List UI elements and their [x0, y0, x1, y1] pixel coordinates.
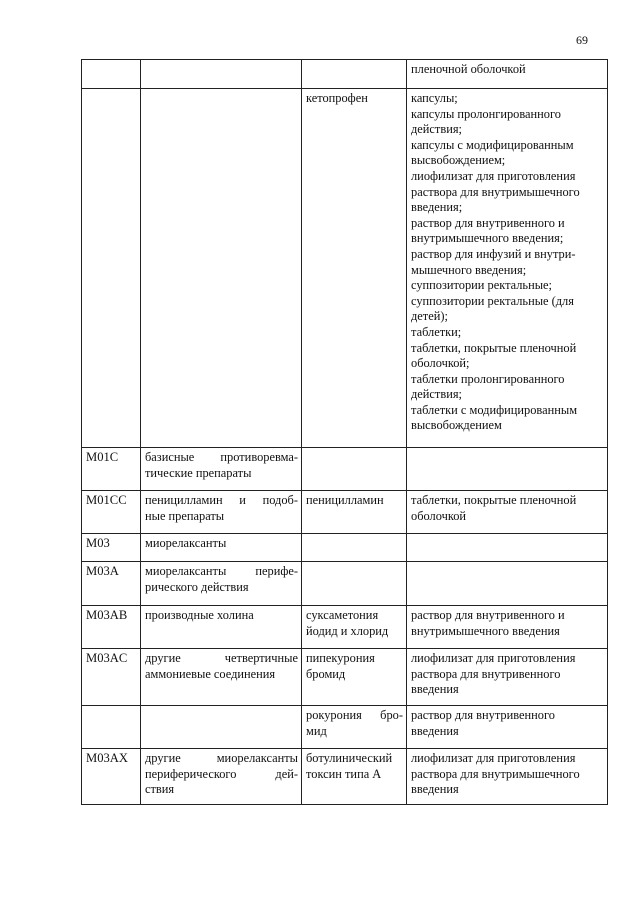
dosage-form-line: таблетки, покрытые пленочной [411, 493, 577, 507]
group-cell [141, 706, 302, 749]
group-cell [141, 491, 302, 534]
table-row [82, 749, 608, 805]
dosage-forms-cell [407, 749, 608, 805]
drug-name-line: суксаметония [306, 608, 379, 622]
dosage-forms-cell [407, 534, 608, 562]
dosage-form-line: введения [411, 782, 459, 797]
group-cell [141, 649, 302, 706]
group-name-line: базисные противоревма- [145, 450, 298, 464]
dosage-form-line: введения [411, 723, 459, 738]
dosage-form-line: внутримышечного введения [411, 623, 560, 638]
dosage-form-line: лиофилизат для приготовления [411, 168, 576, 183]
drug-cell [302, 89, 407, 448]
dosage-forms-cell [407, 60, 608, 89]
dosage-form-line: раствор для внутривенного и [411, 608, 565, 622]
dosage-form-line: таблетки с модифицированным [411, 402, 578, 417]
dosage-form-line: раствора для внутримышечного [411, 184, 580, 199]
table-row [82, 448, 608, 491]
dosage-form-line: внутримышечного введения; [411, 231, 564, 246]
drug-name-line: пипекурония [306, 651, 375, 665]
atc-code-cell: M03AC [82, 649, 141, 706]
dosage-form-line: оболочкой [411, 508, 467, 523]
group-name-line: аммониевые соединения [145, 666, 276, 681]
dosage-form-line: суппозитории ректальные; [411, 278, 552, 293]
atc-code-cell [82, 89, 141, 448]
drug-name-line: мид [306, 723, 327, 738]
dosage-form-line: введения [411, 682, 459, 697]
group-name-line: производные холина [145, 608, 254, 622]
group-name-line: рического действия [145, 579, 249, 594]
dosage-form-line: лиофилизат для приготовления [411, 651, 576, 665]
group-name-line: другие миорелаксанты [145, 751, 298, 765]
page-number: 69 [576, 33, 588, 47]
dosage-form-line: раствор для внутривенного [411, 708, 555, 722]
dosage-form-line: капсулы с модифицированным [411, 137, 574, 152]
drug-cell [302, 448, 407, 491]
drug-cell [302, 649, 407, 706]
dosage-form-line: капсулы пролонгированного [411, 106, 561, 121]
atc-code-cell: M03 [82, 534, 141, 562]
drug-cell [302, 606, 407, 649]
table-row [82, 649, 608, 706]
table-row [82, 706, 608, 749]
drug-name-line: йодид и хлорид [306, 623, 389, 638]
dosage-form-line: высвобождением; [411, 153, 506, 168]
drug-cell [302, 706, 407, 749]
group-cell [141, 749, 302, 805]
drug-name-line: рокурония бро- [306, 708, 403, 722]
dosage-forms-cell [407, 649, 608, 706]
drug-cell [302, 534, 407, 562]
drug-cell [302, 60, 407, 89]
drug-cell [302, 491, 407, 534]
atc-code-cell: M01CC [82, 491, 141, 534]
table-row [82, 60, 608, 89]
dosage-forms-cell [407, 491, 608, 534]
drug-name-line: бромид [306, 666, 346, 681]
group-name-line: миорелаксанты перифе- [145, 564, 298, 578]
drug-name-line: ботулинический [306, 751, 393, 765]
dosage-forms-cell [407, 562, 608, 606]
dosage-form-line: детей); [411, 309, 448, 324]
group-cell [141, 606, 302, 649]
atc-code-cell: M03AX [82, 749, 141, 805]
group-cell [141, 60, 302, 89]
group-name-line: пеницилламин и подоб- [145, 493, 298, 507]
dosage-form-line: раствор для внутривенного и [411, 215, 565, 230]
dosage-form-line: таблетки, покрытые пленочной [411, 340, 577, 355]
dosage-form-line: таблетки пролонгированного [411, 371, 565, 386]
atc-code-cell: M03A [82, 562, 141, 606]
dosage-form-line: лиофилизат для приготовления [411, 751, 576, 765]
table-row [82, 491, 608, 534]
table-row [82, 89, 608, 448]
dosage-form-line: действия; [411, 122, 462, 137]
group-cell [141, 562, 302, 606]
group-cell [141, 448, 302, 491]
dosage-form-line: капсулы; [411, 91, 458, 105]
dosage-form-line: раствора для внутримышечного [411, 766, 580, 781]
dosage-form-line: действия; [411, 387, 462, 402]
group-cell [141, 534, 302, 562]
group-name-line: периферического дей- [145, 766, 298, 781]
dosage-form-line: оболочкой; [411, 356, 470, 371]
atc-code-cell [82, 706, 141, 749]
group-name-line: ные препараты [145, 508, 225, 523]
dosage-form-line: суппозитории ректальные (для [411, 293, 574, 308]
medication-table [81, 59, 608, 805]
drug-cell [302, 562, 407, 606]
table-row [82, 606, 608, 649]
atc-code-cell: M01C [82, 448, 141, 491]
dosage-form-line: таблетки; [411, 324, 462, 339]
dosage-form-line: мышечного введения; [411, 262, 527, 277]
group-name-line: другие четвертичные [145, 651, 298, 665]
dosage-forms-cell [407, 448, 608, 491]
table-body [82, 60, 608, 805]
group-name-line: тические препараты [145, 465, 252, 480]
drug-name-line: кетопрофен [306, 91, 368, 105]
group-name-line: ствия [145, 782, 175, 797]
table-row [82, 534, 608, 562]
dosage-form-line: раствора для внутривенного [411, 666, 561, 681]
dosage-forms-cell [407, 706, 608, 749]
group-cell [141, 89, 302, 448]
group-name-line: миорелаксанты [145, 536, 227, 550]
dosage-form-line: высвобождением [411, 418, 502, 433]
table-row [82, 562, 608, 606]
drug-name-line: пеницилламин [306, 493, 384, 507]
atc-code-cell [82, 60, 141, 89]
dosage-form-line: введения; [411, 200, 463, 215]
dosage-form-line: раствор для инфузий и внутри- [411, 246, 576, 261]
dosage-forms-cell [407, 606, 608, 649]
drug-name-line: токсин типа А [306, 766, 382, 781]
drug-cell [302, 749, 407, 805]
dosage-forms-cell [407, 89, 608, 448]
atc-code-cell: M03AB [82, 606, 141, 649]
dosage-form-line: пленочной оболочкой [411, 62, 526, 76]
